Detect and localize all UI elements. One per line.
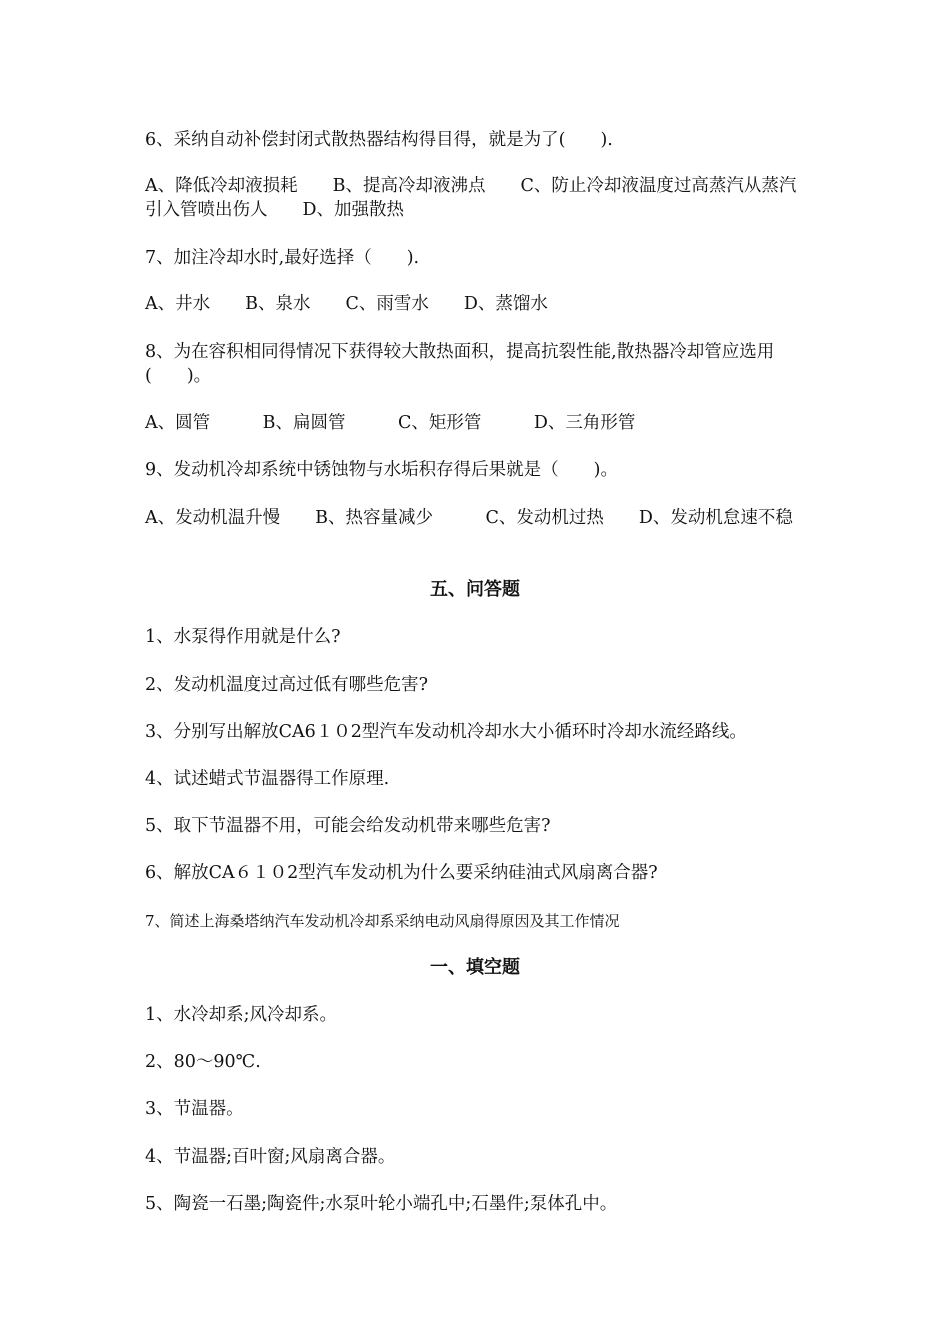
- question-7-options: A、井水 B、泉水 C、雨雪水 D、蒸馏水: [145, 294, 548, 314]
- qa-item-4: 4、试述蜡式节温器得工作原理.: [145, 769, 390, 789]
- question-6-options: A、降低冷却液损耗 B、提高冷却液沸点 C、防止冷却液温度过高蒸汽从蒸汽引入管喷出伤人 D、加强散热: [145, 176, 797, 220]
- qa-item-3: 3、分别写出解放CA6１０2型汽车发动机冷却水大小循环时冷却水流经路线。: [145, 722, 747, 742]
- question-9: 9、发动机冷却系统中锈蚀物与水垢积存得后果就是（ )。: [145, 460, 618, 480]
- answer-5: 5、陶瓷一石墨;陶瓷件;水泵叶轮小端孔中;石墨件;泵体孔中。: [145, 1194, 618, 1214]
- qa-item-6: 6、解放CA６１０2型汽车发动机为什么要采纳硅油式风扇离合器?: [145, 863, 658, 883]
- qa-item-7: 7、简述上海桑塔纳汽车发动机冷却系采纳电动风扇得原因及其工作情况: [145, 912, 620, 930]
- answer-1: 1、水冷却系;风冷却系。: [145, 1005, 338, 1025]
- question-6: 6、采纳自动补偿封闭式散热器结构得目得，就是为了( ).: [145, 130, 613, 150]
- qa-item-2: 2、发动机温度过高过低有哪些危害?: [145, 675, 429, 695]
- qa-item-5: 5、取下节温器不用，可能会给发动机带来哪些危害?: [145, 816, 551, 836]
- question-7: 7、加注冷却水时,最好选择（ ).: [145, 248, 420, 268]
- answer-4: 4、节温器;百叶窗;风扇离合器。: [145, 1147, 396, 1167]
- section-1-title: 一、填空题: [430, 957, 520, 978]
- section-5-title: 五、问答题: [430, 579, 520, 600]
- question-9-options: A、发动机温升慢 B、热容量减少 C、发动机过热 D、发动机怠速不稳: [145, 508, 793, 528]
- answer-2: 2、80～90℃.: [145, 1052, 261, 1072]
- question-8: 8、为在容积相同得情况下获得较大散热面积，提高抗裂性能,散热器冷却管应选用( )。: [145, 342, 775, 386]
- question-8-options: A、圆管 B、扁圆管 C、矩形管 D、三角形管: [145, 413, 636, 433]
- answer-3: 3、节温器。: [145, 1099, 244, 1119]
- qa-item-1: 1、水泵得作用就是什么?: [145, 627, 341, 647]
